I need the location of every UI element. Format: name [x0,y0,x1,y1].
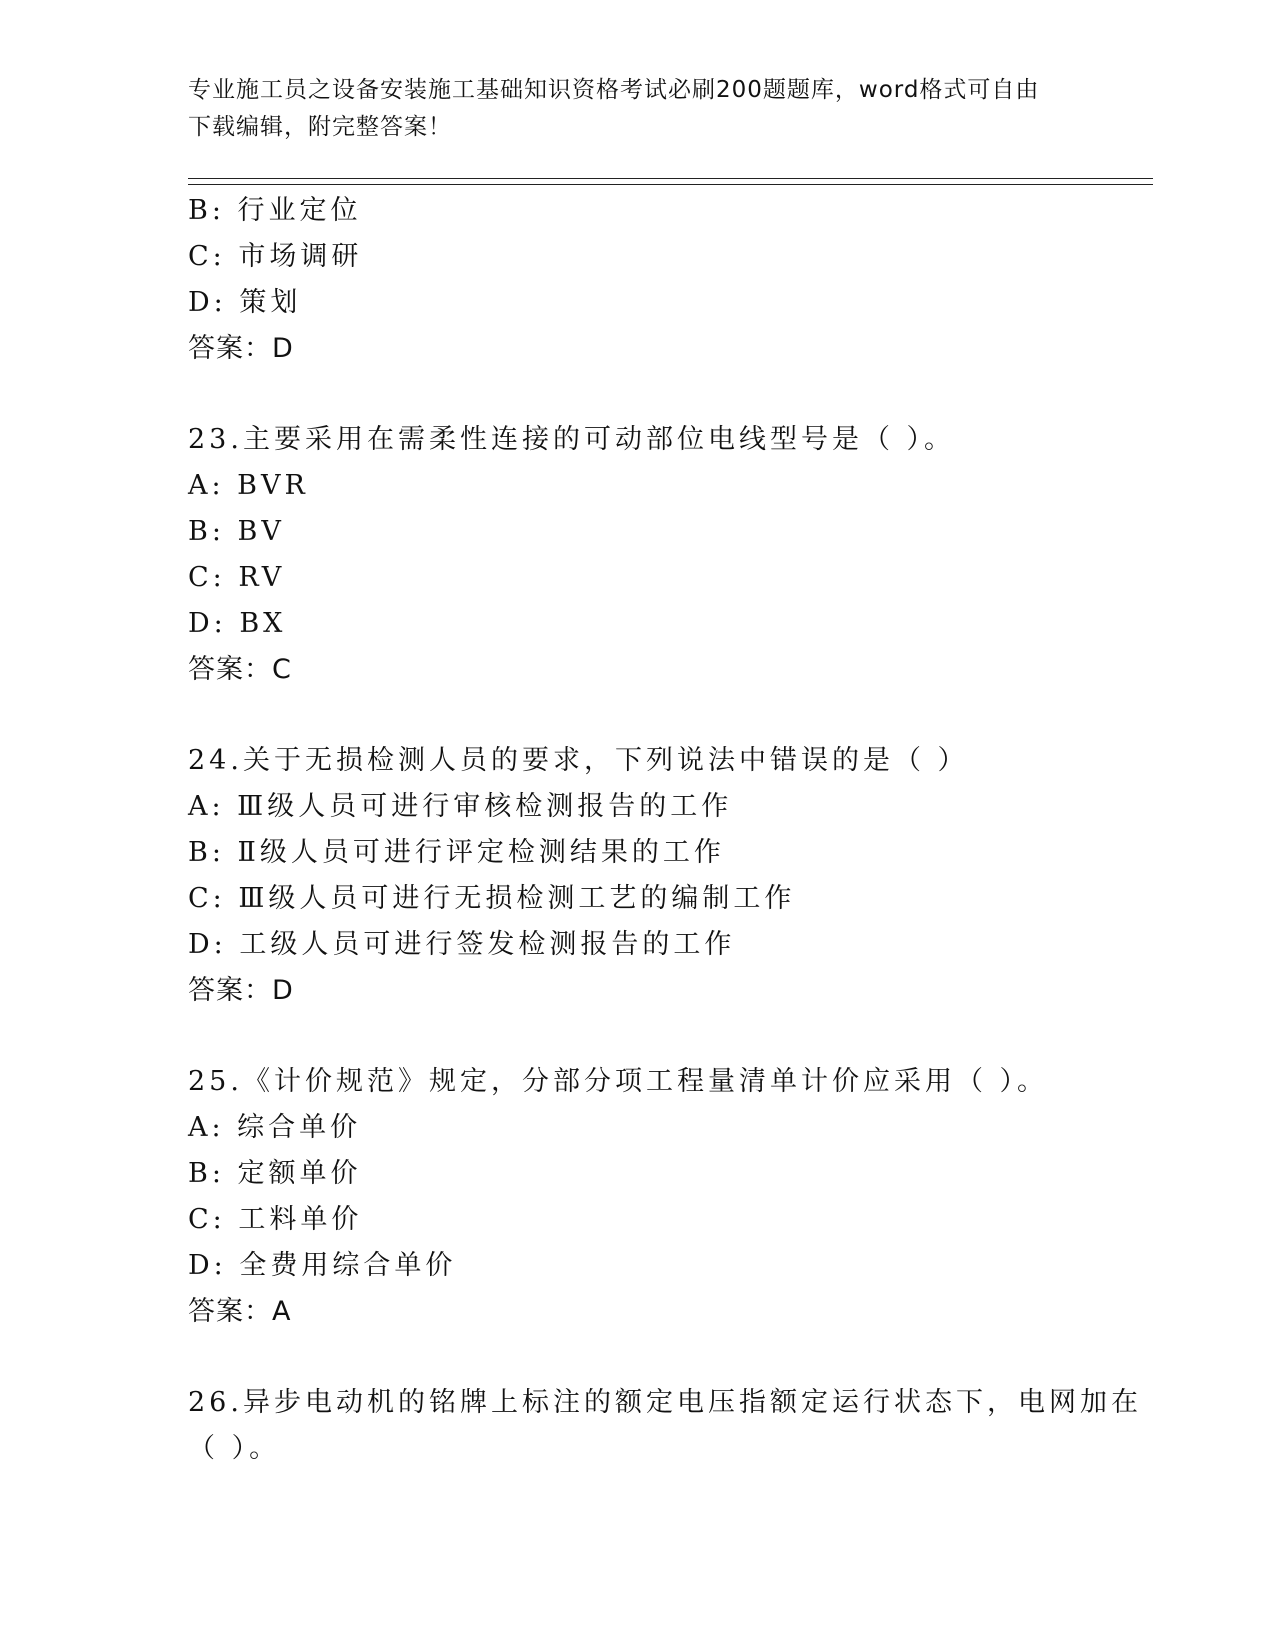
option-c: C: 工料单价 [188,1204,363,1235]
question-block-24 [188,738,1148,1014]
answer-line: 答案：D [188,333,294,364]
answer-line: 答案：D [188,975,294,1006]
option-b: B: Ⅱ级人员可进行评定检测结果的工作 [188,837,725,868]
document-body [188,188,1148,1472]
question-block-26 [188,1380,1148,1472]
header-rule-top [188,178,1153,179]
question-block-22 [188,188,1148,372]
option-d: D: 工级人员可进行签发检测报告的工作 [188,929,736,960]
answer-line: 答案：A [188,1296,292,1327]
document-header [188,72,1088,146]
option-c: C: 市场调研 [188,241,363,272]
option-d: D: BX [188,608,287,639]
option-b: B: BV [188,516,285,547]
option-a: A: 综合单价 [188,1112,362,1143]
answer-line: 答案：C [188,654,292,685]
header-rule-bottom [188,184,1153,185]
option-a: A: BVR [188,470,309,501]
question-text: 25.《计价规范》规定，分部分项工程量清单计价应采用（ ）。 [188,1066,1049,1097]
option-d: D: 全费用综合单价 [188,1250,457,1281]
question-text-line-2: （ ）。 [188,1433,281,1464]
header-line-1: 专业施工员之设备安装施工基础知识资格考试必刷200题题库，word格式可自由 [188,77,1040,103]
header-line-2: 下载编辑，附完整答案！ [188,114,452,140]
option-d: D: 策划 [188,287,302,318]
option-b: B: 定额单价 [188,1158,362,1189]
option-b: B: 行业定位 [188,195,362,226]
question-block-25 [188,1059,1148,1335]
option-c: C: RV [188,562,286,593]
question-text-line-1: 26.异步电动机的铭牌上标注的额定电压指额定运行状态下，电网加在 [188,1387,1142,1418]
question-block-23 [188,417,1148,693]
question-text: 24.关于无损检测人员的要求，下列说法中错误的是（ ） [188,745,969,776]
option-c: C: Ⅲ级人员可进行无损检测工艺的编制工作 [188,883,796,914]
question-text: 23.主要采用在需柔性连接的可动部位电线型号是（ ）。 [188,424,956,455]
option-a: A: Ⅲ级人员可进行审核检测报告的工作 [188,791,733,822]
